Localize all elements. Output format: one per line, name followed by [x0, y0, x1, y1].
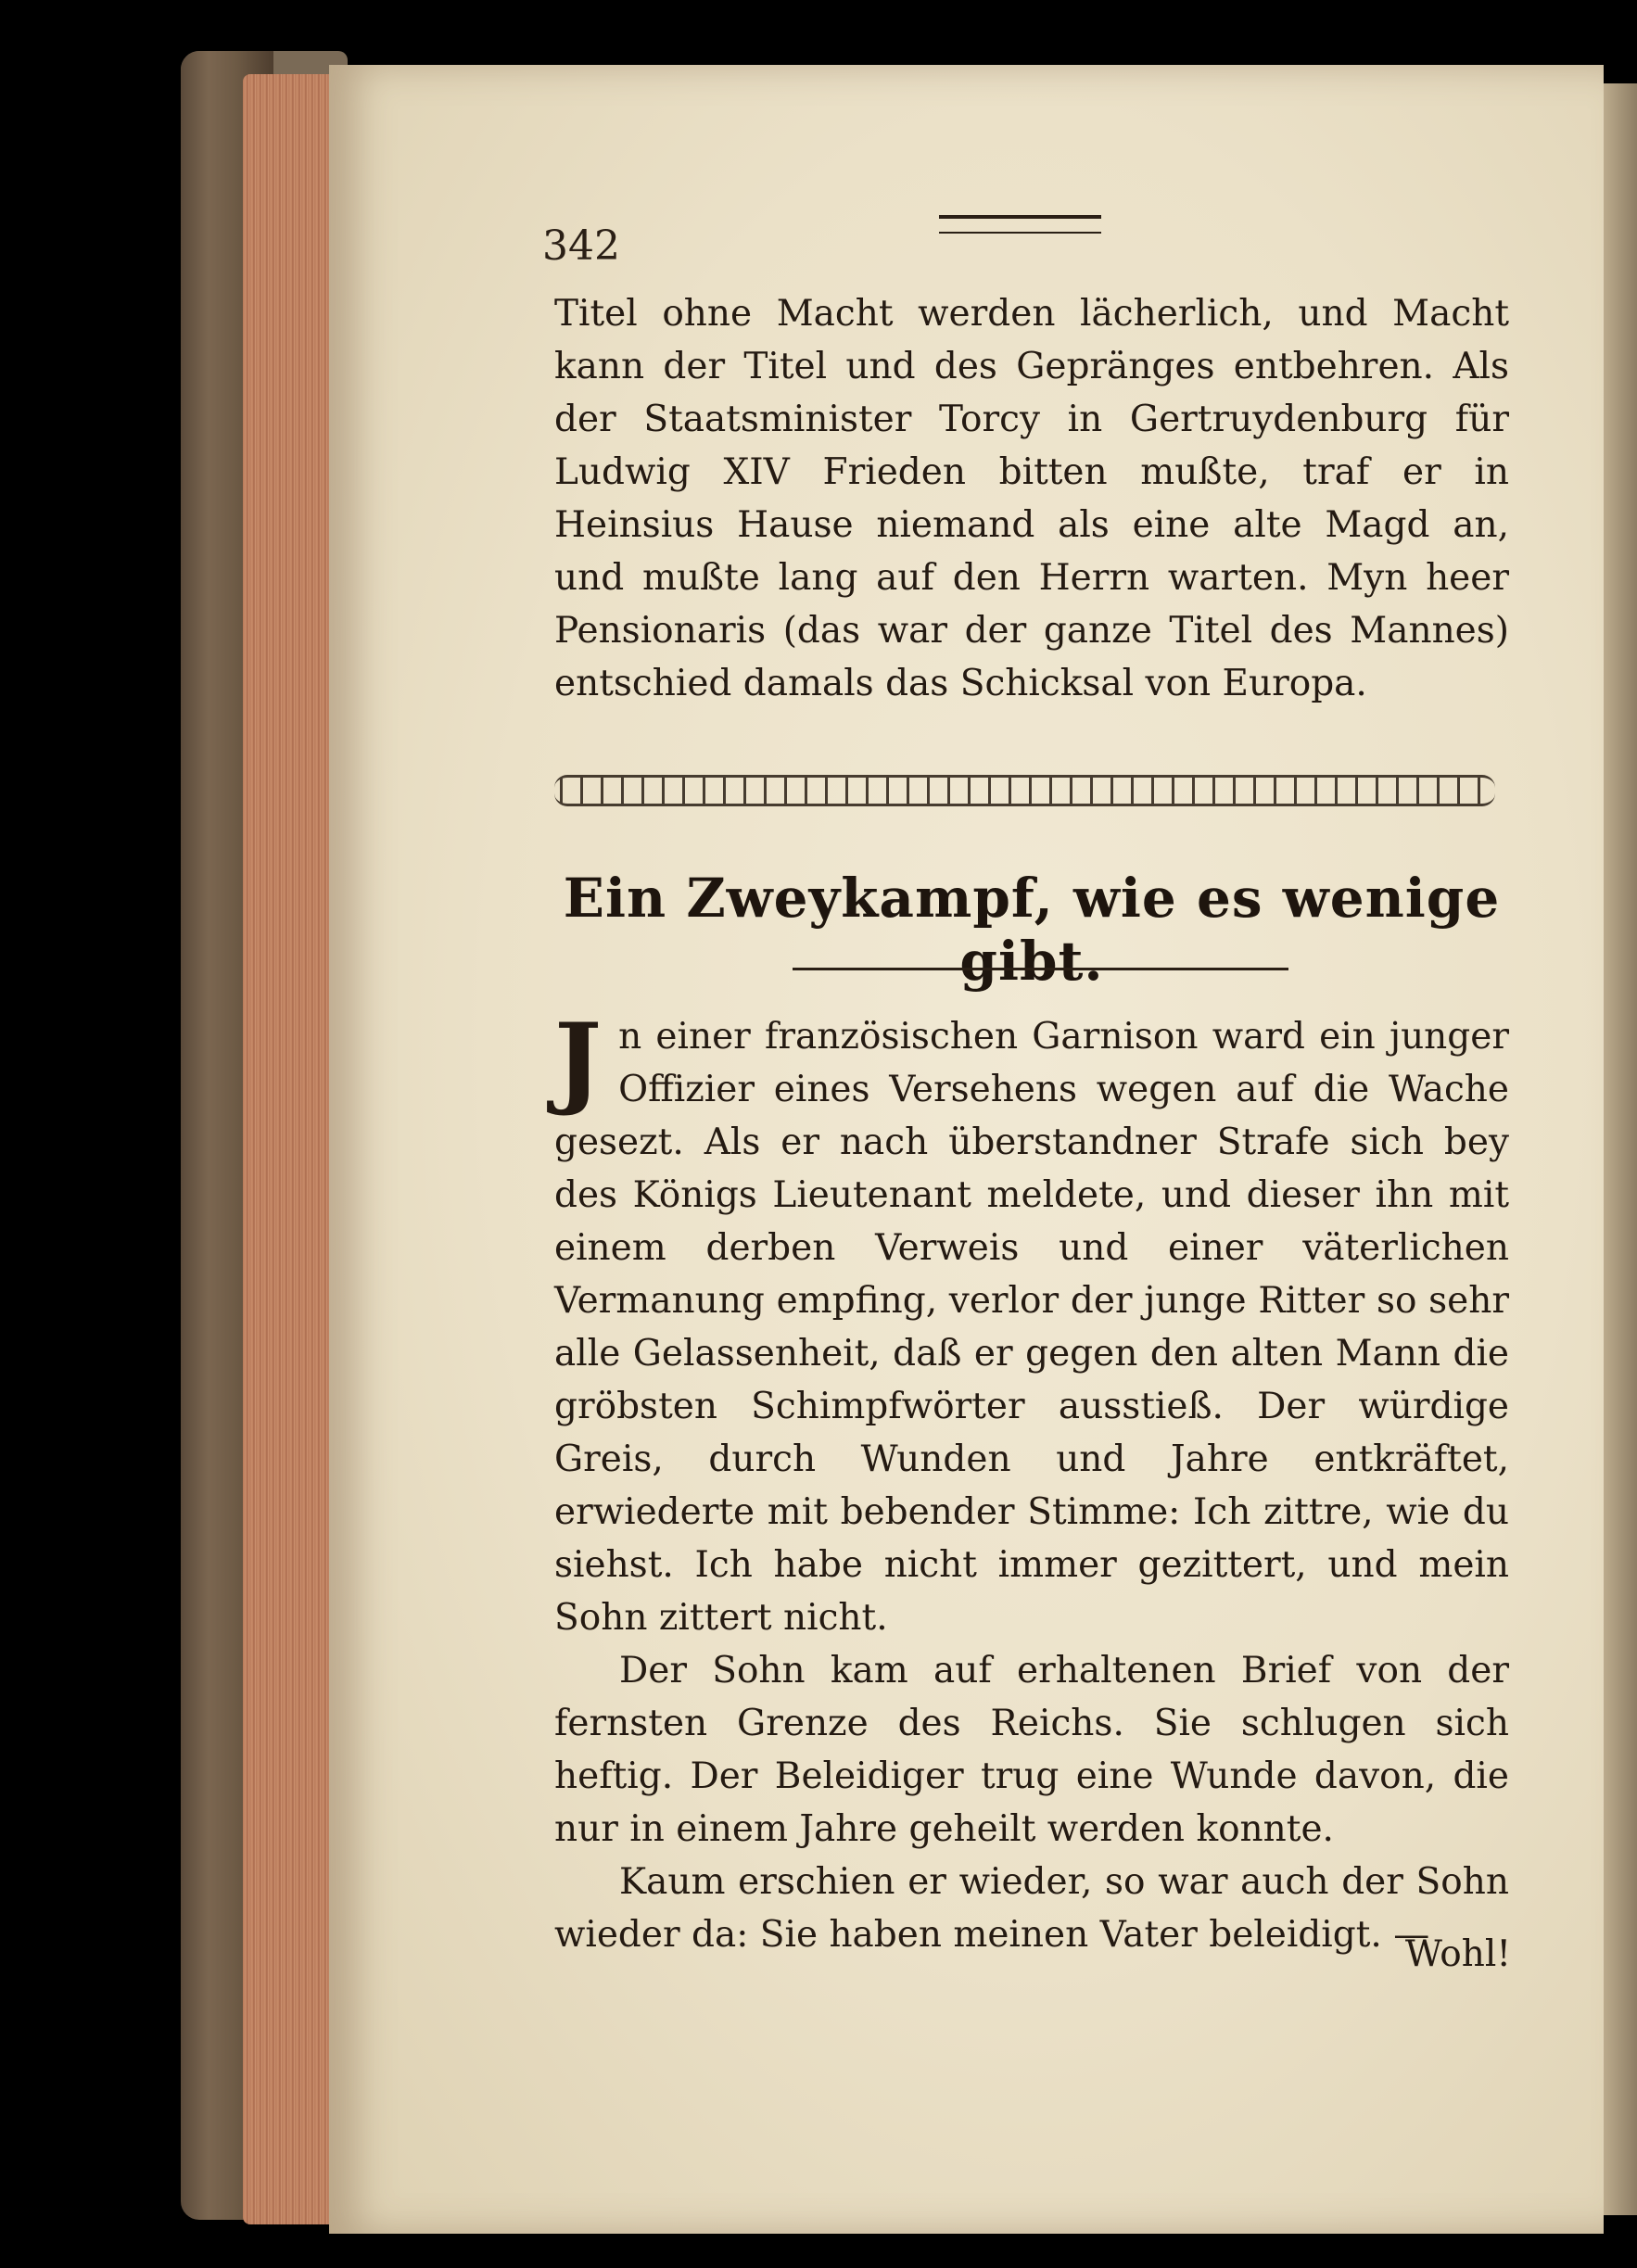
story-paragraph-1-text: n einer französischen Garnison ward ein junger Offizier eines Versehens wegen auf die Wache gesezt. Als er nach überstandner Strafe sich bey des Königs Lieutenant meldete, und dieser ihn mit einem derben Verweis und einer väterlichen Vermanung empfing, verlor der junge Ritter so sehr alle Gelassenheit, daß er gegen den alten Mann die gröbsten Schimpfwörter ausstieß. Der würdige Greis, durch Wunden und Jahre entkräftet, erwiederte mit bebender Stimme: Ich zittre, wie du siehst. Ich habe nicht immer gezittert, und mein Sohn zittert nicht.	[554, 1016, 1509, 1639]
story-paragraph-3: Kaum erschien er wieder, so war auch der Sohn wieder da: Sie haben meinen Vater beleidigt. —	[554, 1861, 1509, 1956]
drop-cap: J	[554, 1002, 603, 1119]
page-number: 342	[542, 222, 620, 270]
story-body	[554, 1002, 1509, 1961]
header-rule	[939, 215, 1101, 234]
continued-text-block	[554, 287, 1509, 710]
page-edges	[243, 74, 336, 2224]
story-title: Ein Zweykampf, wie es wenige gibt.	[563, 867, 1501, 993]
ornamental-divider	[554, 775, 1495, 806]
continued-paragraph: Titel ohne Macht werden lächerlich, und Macht kann der Titel und des Gepränges entbehren. Als der Staatsminister Torcy in Gertruydenburg für Ludwig XIV Frieden bitten mußte, traf er in Heinsius Hause niemand als eine alte Magd an, und mußte lang auf den Herrn warten. Myn heer Pensionaris (das war der ganze Titel des Mannes) entschied damals das Schicksal von Europa.	[554, 293, 1509, 704]
catchword: Wohl!	[1404, 1933, 1511, 1975]
title-rule	[793, 968, 1288, 970]
story-paragraph-1	[554, 1002, 1509, 1644]
story-paragraph-2: Der Sohn kam auf erhaltenen Brief von der fernsten Grenze des Reichs. Sie schlugen sich heftig. Der Beleidiger trug eine Wunde davon, die nur in einem Jahre geheilt werden konnte.	[554, 1650, 1509, 1850]
